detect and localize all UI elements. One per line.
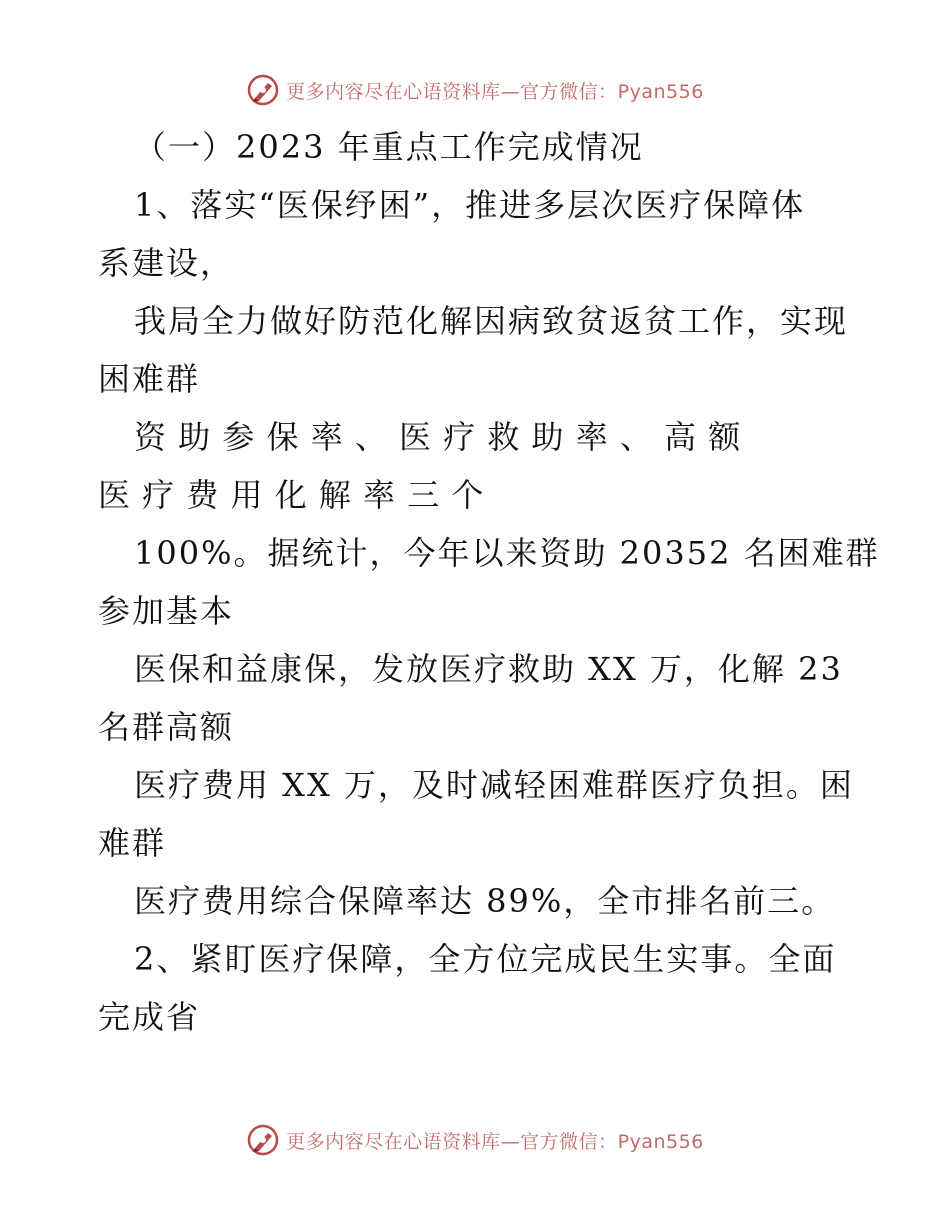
paragraph-line: 100%。据统计，今年以来资助 20352 名困难群 [134,534,880,572]
paragraph-line: 困难群 [98,360,201,398]
paragraph-line: 医疗费用 XX 万，及时减轻困难群医疗负担。困 [134,766,854,804]
paragraph-line: 资 助 参 保 率 、 医 疗 救 助 率 、 高 额 [134,418,742,456]
pen-logo-icon [246,73,280,107]
paragraph-line: 医 疗 费 用 化 解 率 三 个 [98,476,485,514]
paragraph-line: 医疗费用综合保障率达 89%，全市排名前三。 [134,882,836,920]
document-body [98,118,880,1046]
paragraph-line: 系建设， [98,244,235,282]
paragraph-line: 完成省 [98,998,201,1036]
header-watermark-banner [0,70,950,110]
pen-logo-icon [246,1123,280,1157]
paragraph-line: 2、紧盯医疗保障，全方位完成民生实事。全面 [134,940,837,978]
paragraph-line: 难群 [98,824,167,862]
paragraph-line: 医保和益康保，发放医疗救助 XX 万，化解 23 [134,650,843,688]
paragraph-line: 1、落实“医保纾困”，推进多层次医疗保障体 [134,186,806,224]
paragraph-line: 参加基本 [98,592,235,630]
footer-watermark-banner [0,1120,950,1160]
header-watermark-text: 更多内容尽在心语资料库—官方微信：Pyan556 [286,80,704,103]
section-heading: （一）2023 年重点工作完成情况 [134,128,644,166]
paragraph-line: 名群高额 [98,708,235,746]
footer-watermark-text: 更多内容尽在心语资料库—官方微信：Pyan556 [286,1130,704,1153]
paragraph-line: 我局全力做好防范化解因病致贫返贫工作，实现 [134,302,849,340]
